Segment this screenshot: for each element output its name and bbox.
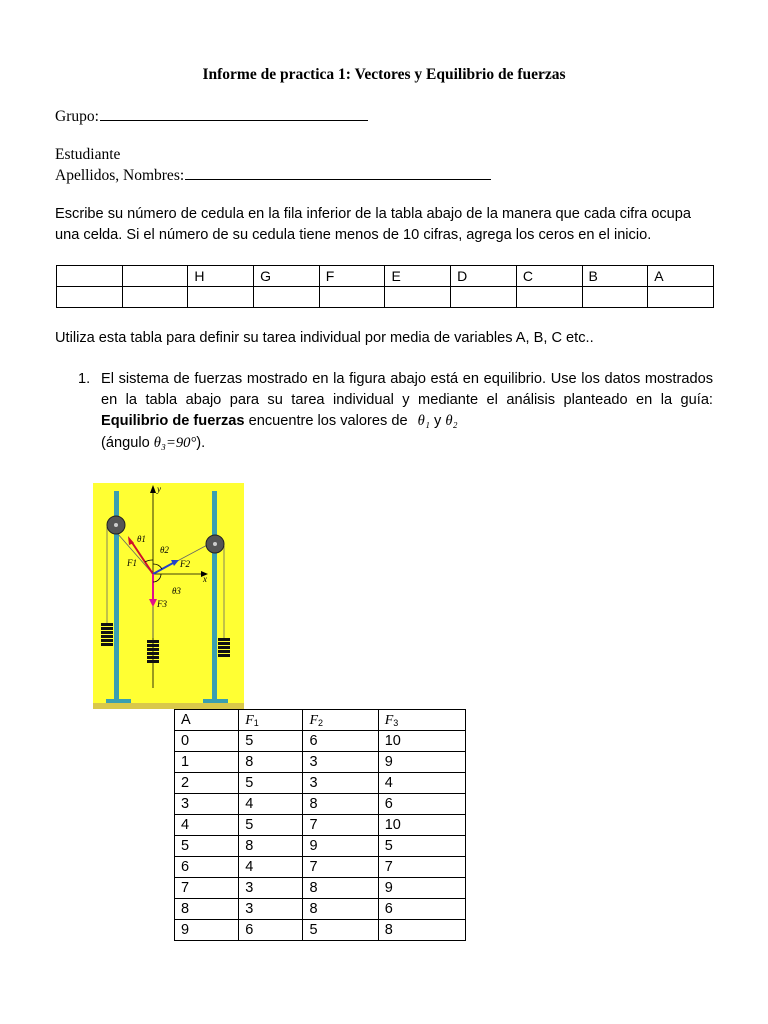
force-data-table [174, 709, 466, 941]
cell-f2: 3 [303, 752, 378, 773]
cedula-header-cell: F [319, 266, 385, 287]
cedula-header-cell: G [254, 266, 320, 287]
header-f3: $F_3$ [378, 710, 465, 731]
f1-label: F1 [127, 558, 137, 568]
cell-f2: 7 [303, 857, 378, 878]
cedula-header-cell: E [385, 266, 451, 287]
header-f2: $F_2$ [303, 710, 378, 731]
cell-f3: 10 [378, 731, 465, 752]
cell-a: 7 [175, 878, 239, 899]
cell-f3: 4 [378, 773, 465, 794]
cell-f1: 8 [239, 836, 303, 857]
grupo-line [55, 106, 368, 126]
table-row [175, 857, 466, 878]
cell-f2: 7 [303, 815, 378, 836]
cell-f3: 10 [378, 815, 465, 836]
cell-f1: 8 [239, 752, 303, 773]
cell-f1: 5 [239, 773, 303, 794]
cedula-digit-cell[interactable] [648, 287, 714, 308]
cell-a: 9 [175, 920, 239, 941]
table-row [175, 899, 466, 920]
theta2-label: θ2 [160, 545, 169, 555]
data-header-row [175, 710, 466, 731]
cell-f3: 6 [378, 899, 465, 920]
task-text-before: El sistema de fuerzas mostrado en la figura abajo está en equilibrio. Use los datos mostrados en la tabla abajo para su tarea individual y mediante el análisis planteado en la guía: [101, 371, 713, 408]
cedula-digit-cell[interactable] [451, 287, 517, 308]
cell-f1: 6 [239, 920, 303, 941]
cell-a: 8 [175, 899, 239, 920]
header-f1-sub: 1 [253, 717, 259, 728]
cedula-header-cell: C [516, 266, 582, 287]
force-equilibrium-figure [93, 483, 244, 709]
cell-a: 6 [175, 857, 239, 878]
left-stand-foot [106, 699, 131, 703]
cell-f1: 5 [239, 815, 303, 836]
grupo-field[interactable] [100, 106, 368, 121]
cell-f3: 6 [378, 794, 465, 815]
left-pulley-axle [114, 523, 118, 527]
document-title: Informe de practica 1: Vectores y Equilibrio de fuerzas [202, 66, 566, 83]
cell-a: 2 [175, 773, 239, 794]
cell-f3: 8 [378, 920, 465, 941]
cedula-digit-row [57, 287, 714, 308]
cedula-header-cell: H [188, 266, 254, 287]
x-axis-label: x [203, 574, 207, 584]
apellidos-line [55, 165, 491, 185]
task-text-after: encuentre los valores de [244, 413, 412, 429]
cedula-digit-cell[interactable] [582, 287, 648, 308]
f2-label: F2 [180, 559, 190, 569]
right-pulley-axle [213, 542, 217, 546]
cell-f2: 6 [303, 731, 378, 752]
cell-f1: 4 [239, 794, 303, 815]
intro-paragraph: Escribe su número de cedula en la fila inferior de la tabla abajo de la manera que cada cifra ocupa una celda. Si el número de su cedula tiene menos de 10 cifras, agrega los ceros en el inicio. [55, 206, 692, 243]
angle-note-open: (ángulo [101, 435, 154, 451]
theta3-label: θ3 [172, 586, 181, 596]
cedula-header-cell: B [582, 266, 648, 287]
estudiante-label: Estudiante [55, 146, 121, 163]
cell-f1: 4 [239, 857, 303, 878]
table-row [175, 920, 466, 941]
cell-a: 1 [175, 752, 239, 773]
cell-f1: 3 [239, 899, 303, 920]
cedula-header-cell: D [451, 266, 517, 287]
right-weight-stack [218, 638, 230, 657]
apellidos-field[interactable] [185, 165, 491, 180]
cell-a: 0 [175, 731, 239, 752]
cedula-table [56, 265, 714, 308]
header-f3-sub: 3 [393, 717, 399, 728]
cell-f3: 9 [378, 878, 465, 899]
angle-note-close: ). [196, 435, 206, 451]
cell-f2: 8 [303, 878, 378, 899]
table-row [175, 878, 466, 899]
header-f1: $F_1$ [239, 710, 303, 731]
cedula-header-cell [122, 266, 188, 287]
cedula-header-row [57, 266, 714, 287]
header-f2-sub: 2 [318, 717, 324, 728]
cell-f3: 9 [378, 752, 465, 773]
cell-f2: 5 [303, 920, 378, 941]
usage-paragraph: Utiliza esta tabla para definir su tarea individual por media de variables A, B, C etc.. [55, 330, 594, 346]
table-row [175, 731, 466, 752]
cell-f2: 8 [303, 794, 378, 815]
cedula-digit-cell[interactable] [385, 287, 451, 308]
task-paragraph [101, 369, 713, 432]
table-row [175, 836, 466, 857]
right-stand-pole [212, 491, 217, 699]
cell-a: 3 [175, 794, 239, 815]
cell-f2: 9 [303, 836, 378, 857]
f3-label: F3 [157, 599, 167, 609]
cedula-digit-cell[interactable] [188, 287, 254, 308]
table-row [175, 815, 466, 836]
grupo-label: Grupo: [55, 108, 99, 125]
cedula-header-cell: A [648, 266, 714, 287]
apellidos-label: Apellidos, Nombres: [55, 167, 185, 184]
cedula-header-cell [57, 266, 123, 287]
table-row [175, 752, 466, 773]
theta1-symbol: θ₁ [417, 413, 430, 429]
cell-f3: 7 [378, 857, 465, 878]
cell-f2: 3 [303, 773, 378, 794]
cedula-digit-cell[interactable] [57, 287, 123, 308]
angle-note-expr: θ₃=90° [153, 435, 197, 451]
cedula-digit-cell[interactable] [254, 287, 320, 308]
cell-a: 4 [175, 815, 239, 836]
theta1-label: θ1 [137, 534, 146, 544]
cell-f1: 3 [239, 878, 303, 899]
cedula-digit-cell[interactable] [516, 287, 582, 308]
task-number: 1. [78, 371, 91, 387]
y-word: y [429, 413, 446, 429]
cedula-digit-cell[interactable] [122, 287, 188, 308]
table-row [175, 773, 466, 794]
angle-note [101, 433, 205, 454]
cell-f2: 8 [303, 899, 378, 920]
task-bold-text: Equilibrio de fuerzas [101, 413, 245, 429]
header-a: A [175, 710, 239, 731]
cell-f1: 5 [239, 731, 303, 752]
table-row [175, 794, 466, 815]
cedula-digit-cell[interactable] [319, 287, 385, 308]
y-axis-label: y [157, 484, 161, 494]
right-stand-foot [203, 699, 228, 703]
cell-a: 5 [175, 836, 239, 857]
cell-f3: 5 [378, 836, 465, 857]
theta2-symbol: θ₂ [445, 413, 458, 429]
